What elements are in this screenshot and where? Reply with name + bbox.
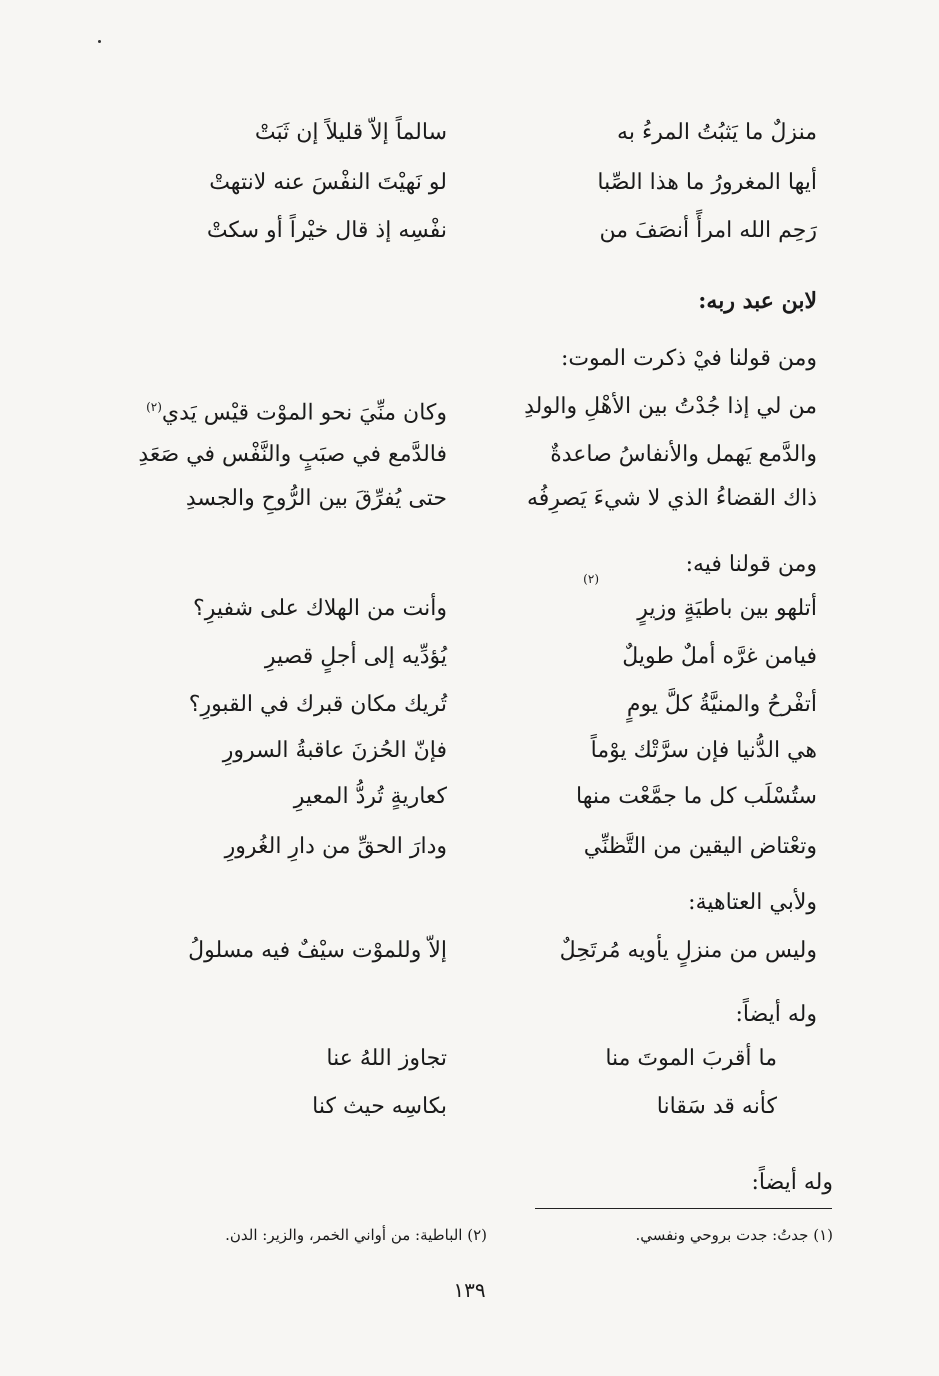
verse-2-second-hemistich: لو نَهيْتَ النفْسَ عنه لانتهتْ: [209, 170, 447, 195]
verse-13-first-hemistich: وليس من منزلٍ يأويه مُرتَحِلٌ: [559, 938, 817, 963]
verse-6-first-hemistich: ذاك القضاءُ الذي لا شيءَ يَصرِفُه: [527, 486, 817, 511]
verse-1-second-hemistich: سالماً إلاّ قليلاً إن ثَبَتْ: [254, 120, 447, 145]
verse-12-second-hemistich: ودارَ الحقِّ من دارِ الغُرورِ: [224, 834, 447, 859]
verse-7-second-hemistich: وأنت من الهلاك على شفيرِ؟: [193, 596, 447, 621]
verse-8-second-hemistich: يُؤدِّيه إلى أجلٍ قصيرِ: [264, 644, 447, 669]
verse-8-first-hemistich: فيامن غرَّه أملٌ طويلٌ: [622, 644, 817, 669]
heading-lahu-aydan-1: وله أيضاً:: [735, 1002, 817, 1027]
verse-1-first-hemistich: منزلٌ ما يَثبُتُ المرءُ به: [617, 120, 817, 145]
verse-5-second-hemistich: فالدَّمع في صبَبٍ والنَّفْس في صَعَدِ: [138, 442, 447, 467]
ink-dot: [98, 40, 101, 43]
verse-14-second-hemistich: تجاوز اللهُ عنا: [326, 1046, 447, 1071]
footnote-2: (٢) الباطية: من أواني الخمر، والزير: الدن.: [225, 1226, 487, 1244]
verse-13-second-hemistich: إلاّ وللموْت سيْفٌ فيه مسلولُ: [188, 938, 447, 963]
verse-3-second-hemistich: نفْسِه إذ قال خيْراً أو سكتْ: [206, 218, 447, 243]
verse-15-first-hemistich: كأنه قد سَقانا: [656, 1094, 777, 1119]
verse-10-first-hemistich: هي الدُّنيا فإن سرَّتْك يوْماً: [590, 738, 817, 763]
verse-10-second-hemistich: فإنّ الحُزنَ عاقبةُ السرورِ: [222, 738, 447, 763]
verse-6-second-hemistich: حتى يُفرِّقَ بين الرُّوحِ والجسدِ: [185, 486, 447, 511]
page-number: ١٣٩: [453, 1278, 486, 1302]
heading-lahu-aydan-2: وله أيضاً:: [751, 1170, 833, 1195]
heading-ibn-abd-rabbih: لابن عبد ربه:: [698, 288, 817, 314]
verse-7-first-hemistich: أتلهو بين باطيَةٍ وزيرٍ: [637, 596, 817, 621]
footnote-rule: [535, 1208, 832, 1209]
verse-2-first-hemistich: أيها المغرورُ ما هذا الصِّبا: [597, 170, 817, 195]
verse-4-second-hemistich: [117, 392, 447, 428]
verse-5-first-hemistich: والدَّمع يَهمل والأنفاسُ صاعدةٌ: [550, 442, 817, 467]
verse-15-second-hemistich: بكاسِه حيث كنا: [312, 1094, 447, 1119]
verse-11-second-hemistich: كعاريةٍ تُردُّ المعيرِ: [293, 784, 447, 809]
verse-4-first-hemistich: من لي إذا جُدْتُ بين الأهْلِ والولدِ: [524, 394, 817, 419]
heading-abi-atahiya: ولأبي العتاهية:: [688, 890, 817, 915]
footnote-1: (١) جدتُ: جدت بروحي ونفسي.: [635, 1226, 833, 1244]
verse-3-first-hemistich: رَحِم الله امرأً أنصَفَ من: [599, 218, 817, 243]
verse-9-second-hemistich: تُريك مكان قبرك في القبورِ؟: [188, 692, 447, 717]
verse-14-first-hemistich: ما أقربَ الموتَ منا: [605, 1046, 777, 1071]
heading-fih: ومن قولنا فيه:: [685, 552, 817, 577]
heading-death: ومن قولنا فيْ ذكرت الموت:: [560, 346, 817, 371]
footnote-ref-2: (٢): [146, 400, 162, 414]
verse-9-first-hemistich: أتفْرحُ والمنيَّةُ كلَّ يومٍ: [626, 692, 817, 717]
footnote-ref-2-mark: (٢): [583, 572, 599, 586]
verse-11-first-hemistich: ستُسْلَب كل ما جمَّعْت منها: [576, 784, 817, 809]
verse-12-first-hemistich: وتعْتاض اليقين من التَّظنِّي: [583, 834, 817, 859]
verse-4-text: وكان منِّيَ نحو الموْت قيْس يَدي: [161, 400, 447, 426]
